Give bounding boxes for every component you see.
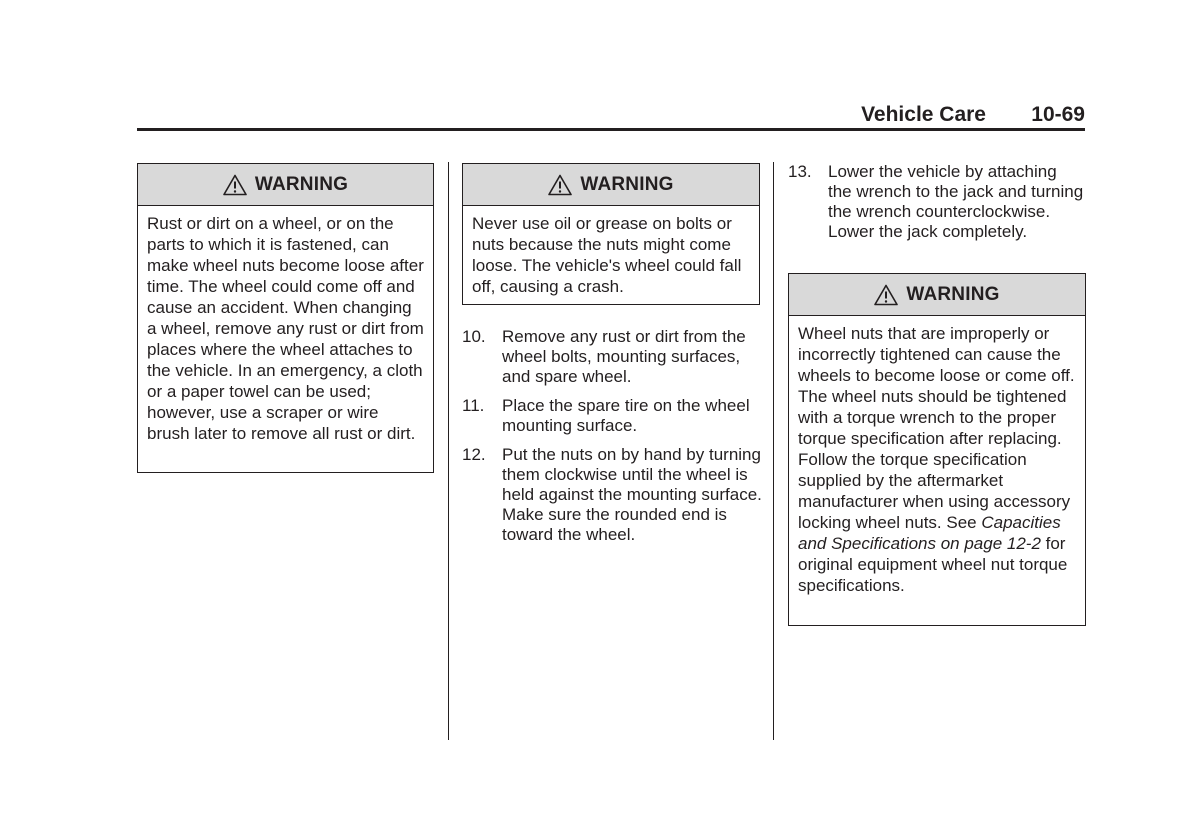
warning-triangle-icon (874, 284, 898, 306)
list-item (462, 396, 762, 436)
column-divider-1 (448, 162, 449, 740)
warning-text-part: Wheel nuts that are improperly or incorrectly tightened can cause the wheels to become loose or come off. The wheel nuts should be tightened with a torque wrench to the proper torque specification after replacing. Follow the torque specification supplied by the aftermarket manufacturer when using accessory locking wheel nuts. See (798, 324, 1075, 532)
warning-box-rust (137, 163, 434, 473)
step-number: 13. (788, 162, 812, 181)
step-number: 10. (462, 327, 486, 346)
page-header (137, 100, 1085, 131)
warning-triangle-icon (223, 174, 247, 196)
step-text: Remove any rust or dirt from the wheel bolts, mounting surfaces, and spare wheel. (502, 327, 746, 386)
warning-text (789, 316, 1085, 604)
warning-triangle-icon (548, 174, 572, 196)
warning-text-part: for original equipment wheel nut torque specifications. (798, 534, 1068, 595)
cross-reference-link[interactable]: Capacities and Specifications on page 12-2 (798, 513, 1061, 553)
warning-text: Rust or dirt on a wheel, or on the parts to which it is fastened, can make wheel nuts become loose after time. The wheel could come off and cause an accident. When changing a wheel, remove any rust or dirt from places where the wheel attaches to the vehicle. In an emergency, a cloth or a paper towel can be used; however, use a scraper or wire brush later to remove all rust or dirt. (147, 214, 424, 443)
column-divider-2 (773, 162, 774, 740)
step-text: Put the nuts on by hand by turning them clockwise until the wheel is held against the mounting surface. Make sure the rounded end is toward the wheel. (502, 445, 762, 544)
step-number: 11. (462, 396, 485, 415)
warning-box-oil-grease (462, 163, 760, 305)
warning-header (138, 164, 433, 206)
list-item (462, 445, 762, 545)
warning-header (463, 164, 759, 206)
warning-text: Never use oil or grease on bolts or nuts because the nuts might come loose. The vehicle's wheel could fall off, causing a crash. (472, 214, 742, 296)
step-text: Place the spare tire on the wheel mounting surface. (502, 396, 750, 435)
warning-box-wheel-nuts (788, 273, 1086, 626)
warning-title: WARNING (906, 283, 1000, 305)
steps-list-col3 (788, 162, 1085, 251)
list-item (462, 327, 762, 387)
step-text: Lower the vehicle by attaching the wrench to the jack and turning the wrench counterclockwise. Lower the jack completely. (828, 162, 1084, 241)
steps-list-col2 (462, 327, 762, 554)
warning-title: WARNING (580, 173, 674, 195)
warning-header (789, 274, 1085, 316)
page-number: 10-69 (1031, 103, 1085, 126)
warning-title: WARNING (254, 173, 349, 195)
list-item (788, 162, 1085, 242)
section-title: Vehicle Care (861, 103, 986, 126)
step-number: 12. (462, 445, 486, 464)
